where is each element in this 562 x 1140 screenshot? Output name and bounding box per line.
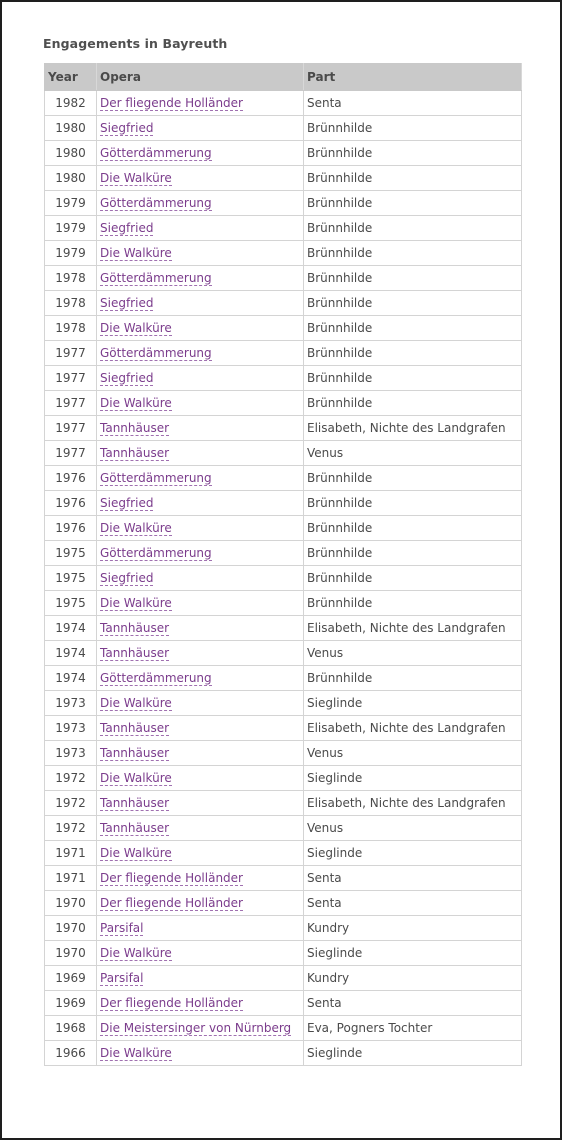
cell-year: 1976 (45, 491, 97, 516)
cell-year: 1977 (45, 366, 97, 391)
cell-opera (97, 241, 304, 266)
opera-link[interactable]: Die Walküre (100, 596, 172, 610)
opera-link[interactable]: Götterdämmerung (100, 271, 212, 285)
cell-part: Brünnhilde (304, 541, 522, 566)
opera-link[interactable]: Die Walküre (100, 246, 172, 260)
cell-part: Senta (304, 866, 522, 891)
cell-year: 1969 (45, 991, 97, 1016)
table-row (45, 216, 522, 241)
cell-year: 1971 (45, 866, 97, 891)
opera-link[interactable]: Die Walküre (100, 521, 172, 535)
table-row (45, 366, 522, 391)
table-row (45, 916, 522, 941)
opera-link[interactable]: Tannhäuser (100, 721, 170, 735)
opera-link[interactable]: Götterdämmerung (100, 546, 212, 560)
cell-opera (97, 666, 304, 691)
opera-link[interactable]: Tannhäuser (100, 646, 170, 660)
opera-link[interactable]: Die Walküre (100, 1046, 172, 1060)
cell-year: 1976 (45, 516, 97, 541)
opera-link[interactable]: Die Walküre (100, 846, 172, 860)
opera-link[interactable]: Siegfried (100, 121, 154, 135)
table-row (45, 991, 522, 1016)
cell-opera (97, 716, 304, 741)
cell-opera (97, 266, 304, 291)
cell-opera (97, 616, 304, 641)
table-row (45, 516, 522, 541)
cell-opera (97, 991, 304, 1016)
opera-link[interactable]: Der fliegende Holländer (100, 996, 243, 1010)
table-row (45, 91, 522, 116)
cell-year: 1979 (45, 191, 97, 216)
cell-opera (97, 516, 304, 541)
cell-part: Venus (304, 741, 522, 766)
cell-year: 1978 (45, 291, 97, 316)
cell-year: 1969 (45, 966, 97, 991)
column-header-year: Year (45, 64, 97, 91)
cell-year: 1982 (45, 91, 97, 116)
table-row (45, 541, 522, 566)
cell-opera (97, 1041, 304, 1066)
cell-part: Eva, Pogners Tochter (304, 1016, 522, 1041)
cell-part: Senta (304, 891, 522, 916)
cell-year: 1977 (45, 416, 97, 441)
opera-link[interactable]: Tannhäuser (100, 796, 170, 810)
opera-link[interactable]: Tannhäuser (100, 821, 170, 835)
cell-part: Elisabeth, Nichte des Landgrafen (304, 616, 522, 641)
table-row (45, 1041, 522, 1066)
cell-year: 1968 (45, 1016, 97, 1041)
cell-year: 1970 (45, 941, 97, 966)
table-row (45, 666, 522, 691)
table-row (45, 341, 522, 366)
cell-year: 1970 (45, 891, 97, 916)
cell-opera (97, 591, 304, 616)
cell-opera (97, 366, 304, 391)
cell-year: 1979 (45, 241, 97, 266)
opera-link[interactable]: Die Meistersinger von Nürnberg (100, 1021, 292, 1035)
table-row (45, 891, 522, 916)
cell-opera (97, 466, 304, 491)
section-title: Engagements in Bayreuth (43, 36, 228, 51)
cell-year: 1980 (45, 166, 97, 191)
cell-year: 1976 (45, 466, 97, 491)
cell-year: 1977 (45, 441, 97, 466)
table-row (45, 191, 522, 216)
cell-year: 1971 (45, 841, 97, 866)
cell-opera (97, 566, 304, 591)
opera-link[interactable]: Parsifal (100, 921, 144, 935)
cell-year: 1973 (45, 716, 97, 741)
cell-part: Brünnhilde (304, 166, 522, 191)
opera-link[interactable]: Siegfried (100, 496, 154, 510)
cell-part: Sieglinde (304, 691, 522, 716)
cell-part: Elisabeth, Nichte des Landgrafen (304, 416, 522, 441)
opera-link[interactable]: Die Walküre (100, 321, 172, 335)
cell-part: Brünnhilde (304, 216, 522, 241)
cell-opera (97, 541, 304, 566)
cell-year: 1974 (45, 616, 97, 641)
table-row (45, 616, 522, 641)
table-row (45, 241, 522, 266)
cell-year: 1974 (45, 666, 97, 691)
column-header-part: Part (304, 64, 522, 91)
cell-part: Sieglinde (304, 766, 522, 791)
opera-link[interactable]: Tannhäuser (100, 421, 170, 435)
cell-opera (97, 116, 304, 141)
cell-year: 1980 (45, 141, 97, 166)
cell-part: Brünnhilde (304, 466, 522, 491)
opera-link[interactable]: Götterdämmerung (100, 671, 212, 685)
table-row (45, 141, 522, 166)
cell-part: Venus (304, 441, 522, 466)
cell-part: Brünnhilde (304, 491, 522, 516)
cell-year: 1974 (45, 641, 97, 666)
table-row (45, 316, 522, 341)
table-row (45, 466, 522, 491)
cell-part: Elisabeth, Nichte des Landgrafen (304, 791, 522, 816)
cell-part: Sieglinde (304, 1041, 522, 1066)
cell-year: 1972 (45, 766, 97, 791)
cell-opera (97, 341, 304, 366)
table-row (45, 391, 522, 416)
cell-opera (97, 691, 304, 716)
cell-opera (97, 791, 304, 816)
opera-link[interactable]: Die Walküre (100, 171, 172, 185)
opera-link[interactable]: Die Walküre (100, 696, 172, 710)
cell-opera (97, 966, 304, 991)
opera-link[interactable]: Götterdämmerung (100, 196, 212, 210)
opera-link[interactable]: Siegfried (100, 296, 154, 310)
opera-link[interactable]: Die Walküre (100, 771, 172, 785)
table-row (45, 941, 522, 966)
cell-part: Brünnhilde (304, 591, 522, 616)
opera-link[interactable]: Siegfried (100, 371, 154, 385)
cell-opera (97, 891, 304, 916)
cell-year: 1975 (45, 541, 97, 566)
cell-opera (97, 91, 304, 116)
cell-year: 1973 (45, 691, 97, 716)
cell-year: 1973 (45, 741, 97, 766)
cell-opera (97, 741, 304, 766)
cell-opera (97, 316, 304, 341)
table-row (45, 416, 522, 441)
cell-part: Kundry (304, 916, 522, 941)
table-row (45, 641, 522, 666)
cell-opera (97, 941, 304, 966)
cell-opera (97, 766, 304, 791)
cell-part: Brünnhilde (304, 266, 522, 291)
opera-link[interactable]: Die Walküre (100, 396, 172, 410)
table-row (45, 716, 522, 741)
cell-year: 1972 (45, 816, 97, 841)
cell-part: Brünnhilde (304, 241, 522, 266)
cell-part: Senta (304, 991, 522, 1016)
cell-year: 1978 (45, 266, 97, 291)
table-row (45, 791, 522, 816)
cell-part: Venus (304, 816, 522, 841)
table-row (45, 691, 522, 716)
table-header-row (45, 64, 522, 91)
cell-part: Venus (304, 641, 522, 666)
opera-link[interactable]: Tannhäuser (100, 621, 170, 635)
cell-part: Brünnhilde (304, 666, 522, 691)
opera-link[interactable]: Tannhäuser (100, 746, 170, 760)
cell-part: Senta (304, 91, 522, 116)
cell-opera (97, 291, 304, 316)
table-body (45, 91, 522, 1066)
opera-link[interactable]: Tannhäuser (100, 446, 170, 460)
cell-opera (97, 841, 304, 866)
cell-part: Brünnhilde (304, 191, 522, 216)
cell-opera (97, 1016, 304, 1041)
cell-opera (97, 391, 304, 416)
column-header-opera: Opera (97, 64, 304, 91)
opera-link[interactable]: Parsifal (100, 971, 144, 985)
cell-part: Brünnhilde (304, 291, 522, 316)
cell-year: 1966 (45, 1041, 97, 1066)
cell-year: 1970 (45, 916, 97, 941)
table-row (45, 841, 522, 866)
cell-opera (97, 916, 304, 941)
cell-opera (97, 866, 304, 891)
opera-link[interactable]: Siegfried (100, 221, 154, 235)
cell-year: 1977 (45, 391, 97, 416)
cell-part: Sieglinde (304, 941, 522, 966)
cell-year: 1978 (45, 316, 97, 341)
opera-link[interactable]: Der fliegende Holländer (100, 96, 243, 110)
cell-part: Brünnhilde (304, 366, 522, 391)
cell-part: Brünnhilde (304, 141, 522, 166)
cell-opera (97, 441, 304, 466)
opera-link[interactable]: Der fliegende Holländer (100, 896, 243, 910)
cell-opera (97, 641, 304, 666)
engagements-table (44, 63, 522, 1066)
cell-year: 1977 (45, 341, 97, 366)
table-row (45, 441, 522, 466)
table-row (45, 116, 522, 141)
cell-opera (97, 166, 304, 191)
cell-opera (97, 191, 304, 216)
opera-link[interactable]: Siegfried (100, 571, 154, 585)
cell-part: Sieglinde (304, 841, 522, 866)
cell-opera (97, 491, 304, 516)
table-row (45, 966, 522, 991)
cell-opera (97, 416, 304, 441)
cell-year: 1972 (45, 791, 97, 816)
table-row (45, 491, 522, 516)
cell-year: 1975 (45, 566, 97, 591)
cell-year: 1980 (45, 116, 97, 141)
cell-opera (97, 816, 304, 841)
cell-part: Brünnhilde (304, 391, 522, 416)
opera-link[interactable]: Der fliegende Holländer (100, 871, 243, 885)
cell-opera (97, 141, 304, 166)
table-row (45, 291, 522, 316)
table-row (45, 591, 522, 616)
cell-part: Elisabeth, Nichte des Landgrafen (304, 716, 522, 741)
table-row (45, 166, 522, 191)
opera-link[interactable]: Götterdämmerung (100, 471, 212, 485)
cell-part: Brünnhilde (304, 316, 522, 341)
cell-opera (97, 216, 304, 241)
table-row (45, 816, 522, 841)
cell-part: Brünnhilde (304, 566, 522, 591)
table-row (45, 1016, 522, 1041)
table-row (45, 766, 522, 791)
table-row (45, 741, 522, 766)
table-row (45, 266, 522, 291)
cell-year: 1975 (45, 591, 97, 616)
table-row (45, 566, 522, 591)
table-row (45, 866, 522, 891)
cell-part: Brünnhilde (304, 341, 522, 366)
opera-link[interactable]: Die Walküre (100, 946, 172, 960)
opera-link[interactable]: Götterdämmerung (100, 346, 212, 360)
cell-year: 1979 (45, 216, 97, 241)
cell-part: Brünnhilde (304, 116, 522, 141)
cell-part: Brünnhilde (304, 516, 522, 541)
opera-link[interactable]: Götterdämmerung (100, 146, 212, 160)
cell-part: Kundry (304, 966, 522, 991)
